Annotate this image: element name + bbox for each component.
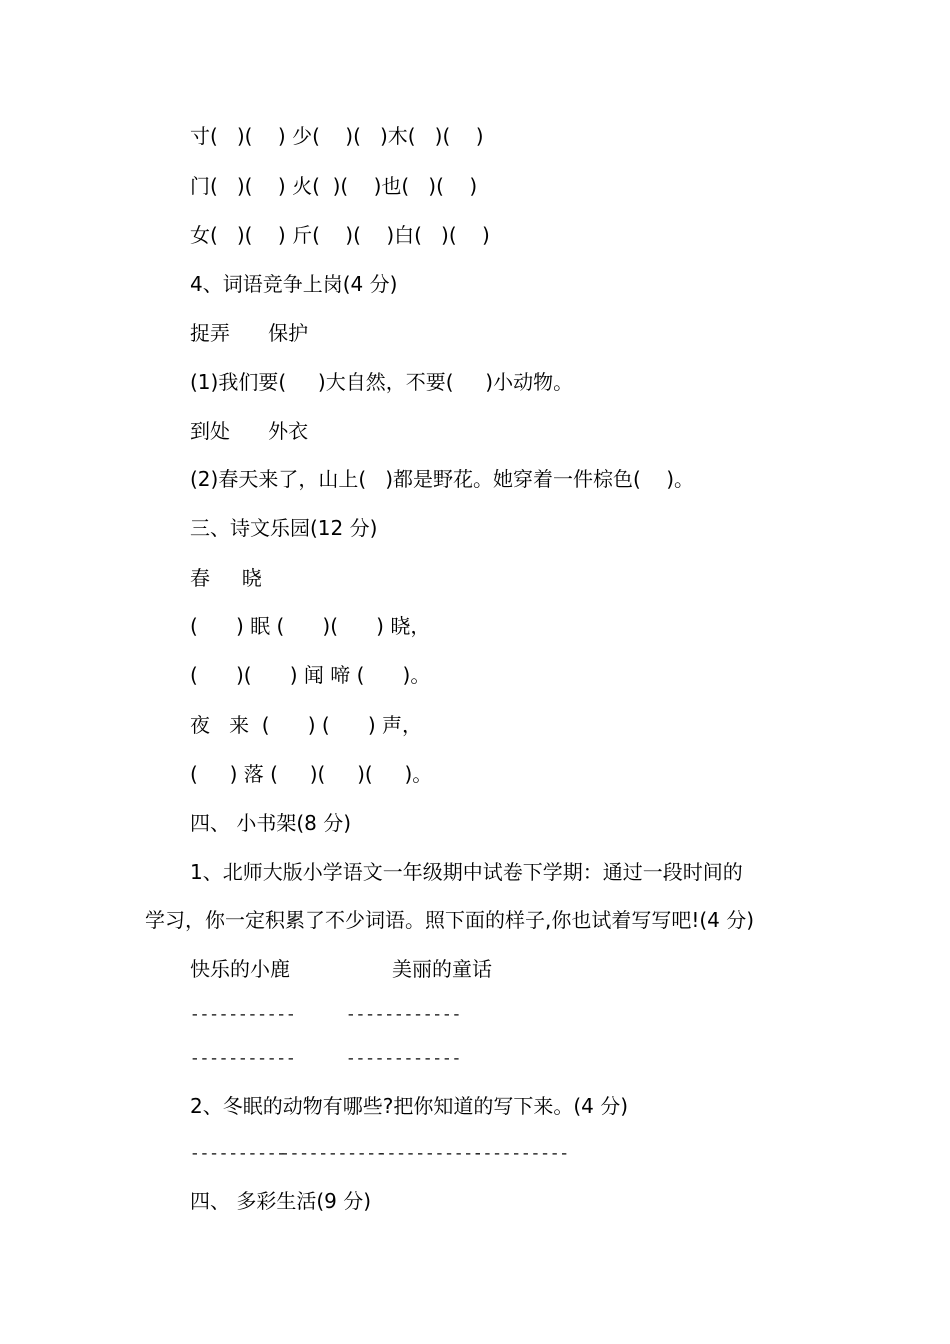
example-phrase-2: 美丽的童话: [392, 957, 492, 981]
poem-line-3: 夜 来 ( ) ( ) 声，: [190, 713, 423, 737]
word-choice-pair-1: 捉弄 保护: [190, 321, 309, 345]
answer-blank: -----------: [377, 1145, 483, 1163]
char-grouping-line-2: 门( )( ) 火( )( )也( )( ): [190, 174, 478, 198]
question-sentence-2: (2)春天来了，山上( )都是野花。她穿着一件棕色( )。: [190, 467, 695, 491]
answer-blank: -----------: [190, 1006, 296, 1024]
answer-blank: ----------: [473, 1145, 570, 1163]
question-1-line-2: 学习，你一定积累了不少词语。照下面的样子,你也试着写写吧!(4 分): [145, 908, 755, 932]
answer-blank: ------------: [346, 1006, 462, 1024]
question-2: 2、冬眠的动物有哪些?把你知道的写下来。(4 分): [190, 1094, 629, 1118]
example-phrase-1: 快乐的小鹿: [190, 957, 290, 981]
poem-title: 春 晓: [190, 566, 262, 590]
question-1-line-1: 1、北师大版小学语文一年级期中试卷下学期：通过一段时间的: [190, 860, 743, 884]
answer-blank: ------------: [346, 1050, 462, 1068]
char-grouping-line-3: 女( )( ) 斤( )( )白( )( ): [190, 223, 490, 247]
poem-line-1: ( ) 眠 ( )( ) 晓，: [190, 614, 431, 638]
answer-blank: -----------: [280, 1145, 386, 1163]
poem-line-2: ( )( ) 闻 啼 ( )。: [190, 663, 431, 687]
answer-blank: -----------: [190, 1050, 296, 1068]
section-heading-poetry: 三、诗文乐园(12 分): [190, 516, 378, 540]
section-heading-word-competition: 4、词语竞争上岗(4 分): [190, 272, 398, 296]
poem-line-4: ( ) 落 ( )( )( )。: [190, 762, 433, 786]
word-choice-pair-2: 到处 外衣: [190, 419, 309, 443]
char-grouping-line-1: 寸( )( ) 少( )( )木( )( ): [190, 124, 484, 148]
section-heading-colorful-life: 四、 多彩生活(9 分): [190, 1189, 372, 1213]
answer-blank: ----------: [190, 1145, 287, 1163]
question-sentence-1: (1)我们要( )大自然，不要( )小动物。: [190, 370, 574, 394]
section-heading-bookshelf: 四、 小书架(8 分): [190, 811, 352, 835]
